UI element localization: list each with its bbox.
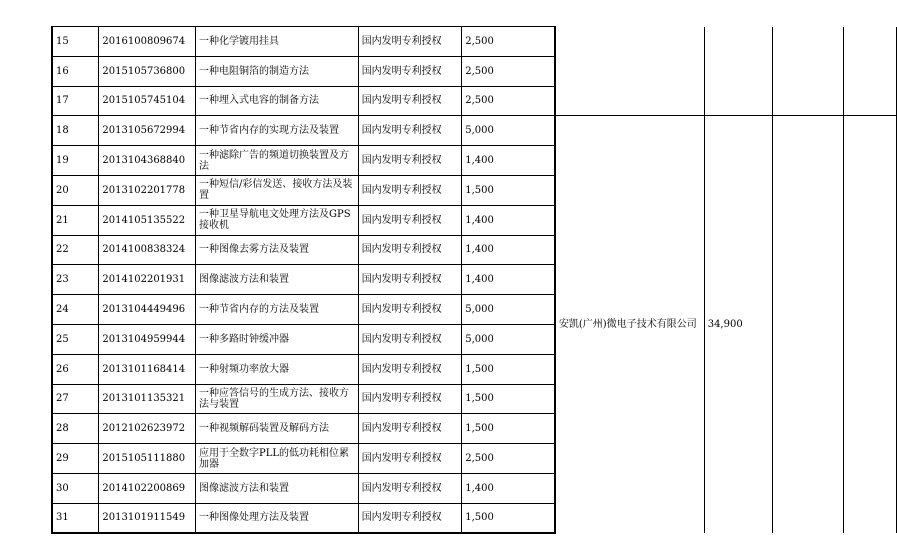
company-cell-empty bbox=[555, 86, 704, 116]
patent-number: 2014102201931 bbox=[99, 265, 196, 295]
row-number: 19 bbox=[52, 146, 99, 176]
patent-number: 2014100838324 bbox=[99, 235, 196, 265]
amount: 1,500 bbox=[462, 503, 555, 533]
amount: 1,400 bbox=[462, 146, 555, 176]
company-cell-empty bbox=[555, 56, 704, 86]
patent-number: 2015105111880 bbox=[99, 444, 196, 474]
patent-name: 一种短信/彩信发送、接收方法及装置 bbox=[196, 175, 359, 205]
patent-type: 国内发明专利授权 bbox=[358, 265, 462, 295]
amount: 1,500 bbox=[462, 354, 555, 384]
patent-type: 国内发明专利授权 bbox=[358, 27, 462, 57]
patent-type: 国内发明专利授权 bbox=[358, 473, 462, 503]
patent-name: 一种图像去雾方法及装置 bbox=[196, 235, 359, 265]
patent-number: 2013102201778 bbox=[99, 175, 196, 205]
patent-number: 2016100809674 bbox=[99, 27, 196, 57]
patent-type: 国内发明专利授权 bbox=[358, 503, 462, 533]
patent-type: 国内发明专利授权 bbox=[358, 324, 462, 354]
row-number: 15 bbox=[52, 27, 99, 57]
table-row bbox=[52, 86, 897, 116]
extra-col-2 bbox=[843, 56, 896, 86]
amount: 5,000 bbox=[462, 324, 555, 354]
row-number: 20 bbox=[52, 175, 99, 205]
patent-name: 一种节省内存的方法及装置 bbox=[196, 295, 359, 325]
row-number: 26 bbox=[52, 354, 99, 384]
patent-name: 一种多路时钟缓冲器 bbox=[196, 324, 359, 354]
patent-name: 应用于全数字PLL的低功耗相位累加器 bbox=[196, 444, 359, 474]
patent-number: 2013101168414 bbox=[99, 354, 196, 384]
row-number: 30 bbox=[52, 473, 99, 503]
patent-type: 国内发明专利授权 bbox=[358, 384, 462, 414]
extra-col-1 bbox=[772, 86, 843, 116]
row-number: 21 bbox=[52, 205, 99, 235]
patent-type: 国内发明专利授权 bbox=[358, 295, 462, 325]
patent-name: 一种化学镀用挂具 bbox=[196, 27, 359, 57]
amount: 1,500 bbox=[462, 175, 555, 205]
row-number: 16 bbox=[52, 56, 99, 86]
patent-name: 一种节省内存的实现方法及装置 bbox=[196, 116, 359, 146]
company-name-text: 安凯(广州)微电子技术有限公司 bbox=[558, 319, 697, 331]
company-total-text: 34,900 bbox=[707, 319, 743, 331]
row-number: 23 bbox=[52, 265, 99, 295]
patent-name: 一种视频解码装置及解码方法 bbox=[196, 414, 359, 444]
company-cell-empty bbox=[555, 27, 704, 57]
total-cell-empty bbox=[704, 86, 772, 116]
patent-number: 2013104959944 bbox=[99, 324, 196, 354]
amount: 2,500 bbox=[462, 56, 555, 86]
table-row bbox=[52, 56, 897, 86]
patent-table bbox=[51, 26, 897, 534]
total-cell-empty bbox=[704, 56, 772, 86]
row-number: 29 bbox=[52, 444, 99, 474]
patent-number: 2013101911549 bbox=[99, 503, 196, 533]
patent-name: 一种图像处理方法及装置 bbox=[196, 503, 359, 533]
extra-col-1 bbox=[772, 116, 843, 533]
patent-number: 2013101135321 bbox=[99, 384, 196, 414]
amount: 1,400 bbox=[462, 265, 555, 295]
patent-type: 国内发明专利授权 bbox=[358, 56, 462, 86]
patent-number: 2013104368840 bbox=[99, 146, 196, 176]
extra-col-2 bbox=[843, 116, 896, 533]
amount: 1,400 bbox=[462, 205, 555, 235]
extra-col-1 bbox=[772, 56, 843, 86]
table-row bbox=[52, 27, 897, 57]
patent-type: 国内发明专利授权 bbox=[358, 146, 462, 176]
row-number: 31 bbox=[52, 503, 99, 533]
patent-number: 2015105736800 bbox=[99, 56, 196, 86]
amount: 1,500 bbox=[462, 414, 555, 444]
patent-name: 图像滤波方法和装置 bbox=[196, 473, 359, 503]
row-number: 28 bbox=[52, 414, 99, 444]
row-number: 24 bbox=[52, 295, 99, 325]
amount: 5,000 bbox=[462, 295, 555, 325]
amount: 5,000 bbox=[462, 116, 555, 146]
company-name bbox=[555, 116, 704, 533]
patent-name: 一种应答信号的生成方法、接收方法与装置 bbox=[196, 384, 359, 414]
amount: 1,400 bbox=[462, 235, 555, 265]
patent-name: 一种射频功率放大器 bbox=[196, 354, 359, 384]
row-number: 17 bbox=[52, 86, 99, 116]
row-number: 27 bbox=[52, 384, 99, 414]
patent-type: 国内发明专利授权 bbox=[358, 414, 462, 444]
patent-type: 国内发明专利授权 bbox=[358, 235, 462, 265]
patent-type: 国内发明专利授权 bbox=[358, 86, 462, 116]
patent-type: 国内发明专利授权 bbox=[358, 175, 462, 205]
patent-name: 一种滤除广告的频道切换装置及方法 bbox=[196, 146, 359, 176]
patent-number: 2013104449496 bbox=[99, 295, 196, 325]
extra-col-1 bbox=[772, 27, 843, 57]
patent-number: 2015105745104 bbox=[99, 86, 196, 116]
patent-type: 国内发明专利授权 bbox=[358, 354, 462, 384]
amount: 1,500 bbox=[462, 384, 555, 414]
amount: 1,400 bbox=[462, 473, 555, 503]
patent-name: 一种埋入式电容的制备方法 bbox=[196, 86, 359, 116]
extra-col-2 bbox=[843, 86, 896, 116]
patent-number: 2012102623972 bbox=[99, 414, 196, 444]
amount: 2,500 bbox=[462, 444, 555, 474]
patent-name: 一种电阻铜箔的制造方法 bbox=[196, 56, 359, 86]
company-total bbox=[704, 116, 772, 533]
amount: 2,500 bbox=[462, 27, 555, 57]
table-body bbox=[52, 27, 897, 534]
patent-type: 国内发明专利授权 bbox=[358, 116, 462, 146]
patent-name: 图像滤波方法和装置 bbox=[196, 265, 359, 295]
row-number: 22 bbox=[52, 235, 99, 265]
row-number: 18 bbox=[52, 116, 99, 146]
patent-number: 2013105672994 bbox=[99, 116, 196, 146]
total-cell-empty bbox=[704, 27, 772, 57]
patent-type: 国内发明专利授权 bbox=[358, 205, 462, 235]
row-number: 25 bbox=[52, 324, 99, 354]
patent-type: 国内发明专利授权 bbox=[358, 444, 462, 474]
amount: 2,500 bbox=[462, 86, 555, 116]
patent-number: 2014105135522 bbox=[99, 205, 196, 235]
patent-number: 2014102200869 bbox=[99, 473, 196, 503]
table-row bbox=[52, 116, 897, 146]
patent-name: 一种卫星导航电文处理方法及GPS接收机 bbox=[196, 205, 359, 235]
extra-col-2 bbox=[843, 27, 896, 57]
